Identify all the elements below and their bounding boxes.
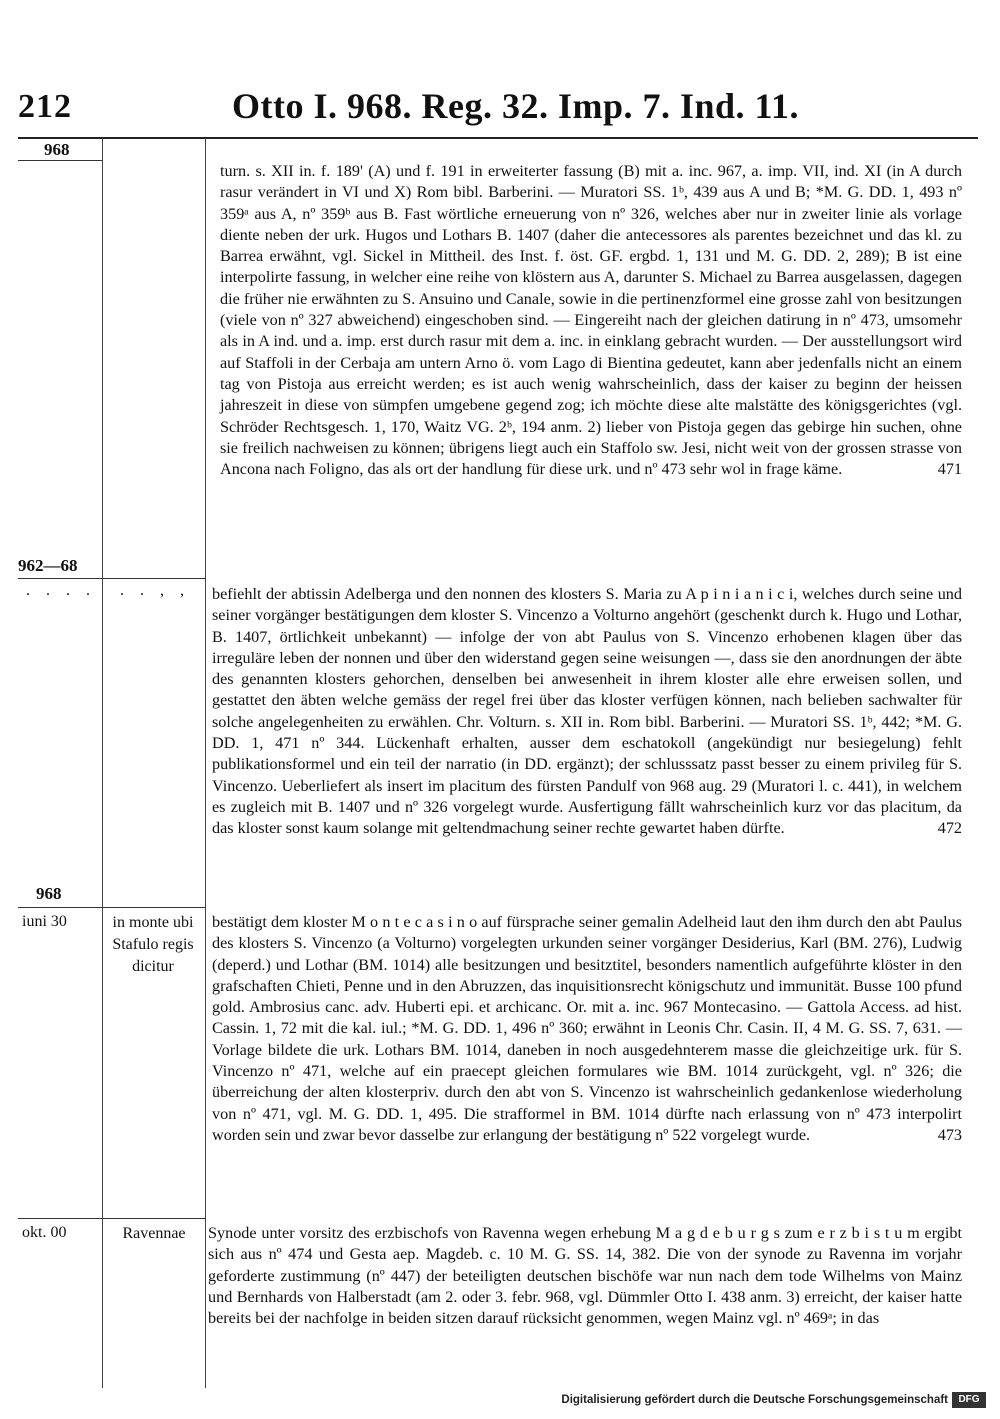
entry-text: bestätigt dem kloster M o n t e c a s i n o auf fürsprache seiner gemalin Adelheid laut den ihm durch den abt Paulus des klosters S. Vincenzo (a Volturno) vorgelegten urkunden seiner vorgänger Desiderius, Karl (BM. 276), Ludwig (deperd.) und Lothar (BM. 1014) alle besitzungen und besitztitel, besonders namentlich aufgeführte klöster in den grafschaften Chieti, Penne und in den Abruzzen, das inquisitionsrecht königschutz und immunität. Busse 100 pfund gold. Ambrosius canc. adv. Huberti epi. et archicanc. Or. mit a. inc. 967 Montecasino. — Gattola Access. ad hist. Cassin. 1, 72 mit die kal. iul.; *M. G. DD. 1, 496 nº 360; erwähnt in Leonis Chr. Casin. II, 4 M. G. SS. 7, 631. — Vorlage bildete die urk. Lothars BM. 1014, daneben in noch ausgedehnterem masse die gleichzeitige urk. für S. Vincenzo nº 471, welche auf ein praecept gleichen formulares wie BM. 1014 zurückgeht, vgl. nº 326; die überreichung der alten klosterpriv. durch den abt von S. Vincenzo ist wahrscheinlich gedankenlose wiederholung von nº 471, vgl. M. G. DD. 1, 495. Die strafformel in BM. 1014 dürfte nach erlassung von nº 473 interpolirt worden sein und zwar bevor dasselbe zur erlangung der bestätigung nº 522 vorgelegt wurde. — [212, 913, 962, 1144]
entry-date: iuni 30 — [22, 913, 67, 930]
running-head: Otto I. 968. Reg. 32. Imp. 7. Ind. 11. — [232, 86, 800, 126]
column-line-right — [205, 138, 206, 1388]
margin-dots: . . , , — [120, 582, 190, 599]
footer-credit: Digitalisierung gefördert durch die Deutsche Forschungsgemeinschaft — [561, 1394, 948, 1406]
dfg-logo: DFG — [952, 1392, 986, 1408]
row-rule — [18, 578, 206, 579]
entry-number: 472 — [937, 819, 962, 838]
margin-year-range: 962—68 — [18, 556, 78, 575]
regest-entry-472 — [212, 584, 962, 840]
row-rule — [18, 160, 102, 161]
regest-entry-synod — [208, 1223, 962, 1329]
entry-date: okt. 00 — [22, 1224, 67, 1241]
margin-dots: . . . . — [26, 582, 96, 599]
row-rule — [18, 907, 206, 908]
page-number: 212 — [18, 88, 72, 125]
header-rule — [18, 137, 978, 139]
column-line-left — [102, 138, 103, 1388]
row-rule — [18, 1218, 206, 1219]
entry-text: turn. s. XII in. f. 189' (A) und f. 191 in erweiterter fassung (B) mit a. inc. 967, a. imp. VII, ind. XI (in A durch rasur verändert in VI und X) Rom bibl. Barberini. — Muratori SS. 1ᵇ, 439 aus A und B; *M. G. DD. 1, 493 nº 359ᵃ aus A, nº 359ᵇ aus B. Fast wörtliche erneuerung von nº 326, welches aber nur in zweiter linie als vorlage diente neben der urk. Hugos und Lothars B. 1407 (daher die antecessores als parentes bezeichnet und das kl. zu Barrea erwähnt, vgl. Sickel in Mittheil. des Inst. f. öst. GF. ergbd. 1, 131 und M. G. DD. 2, 289); B ist eine interpolirte fassung, in welcher eine reihe von klöstern aus A, darunter S. Michael zu Barrea ausgelassen, dagegen die früher nie erwähnten zu S. Ansuino und Canale, sowie in die pertinenzformel eine grosse zahl von besitzungen (viele von nº 327 abweichend) eingeschoben sind. — Eingereiht nach der gleichen datirung in nº 473, umsomehr als in A ind. und a. imp. erst durch rasur mit dem a. inc. in einklang gebracht wurden. — Der ausstellungsort wird auf Staffoli in der Cerbaja am untern Arno ö. vom Lago di Bientina gedeutet, kann aber jedenfalls nicht an einem tag von Pistoja aus erreicht werden; es ist auch wenig wahrscheinlich, dass der kaiser zu beginn der heissen jahreszeit in diese von sümpfen umgebene gegend zog; ich möchte diese alte malstätte des königsgerichtes (vgl. Schröder Rechtsgesch. 1, 170, Waitz VG. 2ᵇ, 194 anm. 2) lieber von Pistoja gegen das gebirge hin suchen, ohne sie freilich nachweisen zu können; übrigens liegt auch ein Staffolo sw. Jesi, nicht weit von der grossen strasse von Ancona nach Foligno, das als ort der handlung für diese urk. und nº 473 sehr wol in frage käme. — [220, 162, 962, 479]
margin-year: 968 — [36, 884, 62, 903]
entry-text: Synode unter vorsitz des erzbischofs von Ravenna wegen erhebung M a g d e b u r g s zum e r z b i s t u m ergibt sich aus nº 474 und Gesta aep. Magdeb. c. 10 M. G. SS. 14, 382. Die von der synode zu Ravenna im vorjahr geforderte zustimmung (nº 447) der beteiligten deutschen bischöfe war nun nach dem tode Wilhelms von Mainz und Bernhards von Halberstadt (am 2. oder 3. febr. 968, vgl. Dümmler Otto I. 438 anm. 3) erreicht, der kaiser hatte bereits bei der nachfolge in beiden sitzen darauf rücksicht genommen, wegen Mainz vgl. nº 469ᵃ; in das — [208, 1224, 962, 1328]
regest-entry-473 — [212, 912, 962, 1146]
entry-place: Ravennae — [122, 1225, 186, 1242]
entry-place: in monte ubi Stafulo regis dicitur — [112, 914, 194, 975]
entry-number: 471 — [937, 460, 962, 479]
entry-number: 473 — [937, 1125, 962, 1144]
entry-text: befiehlt der abtissin Adelberga und den nonnen des klosters S. Maria zu A p i n i a n i c i, welches durch seine und seiner vorgänger bestätigungen dem kloster S. Vincenzo a Volturno angehört (geschenkt durch k. Hugo und Lothar, B. 1407, örtlichkeit unbekannt) — infolge der von abt Paulus von S. Vincenzo erhobenen klagen über das irreguläre leben der nonnen und über den widerstand gegen seine weisungen —, dass sie den anordnungen der äbte des genannten klosters gehorchen, denselben bei anwesenheit in ihrem kloster alle ehre erweisen sollen, und gestattet den äbten welche gemäss der regel frei über das kloster verfügen können, nach belieben sachwalter für solche angelegenheiten zu erwählen. Chr. Volturn. s. XII in. Rom bibl. Barberini. — Muratori SS. 1ᵇ, 442; *M. G. DD. 1, 471 nº 344. Lückenhaft erhalten, ausser dem eschatokoll (angekündigt nur besiegelung) fehlt publikationsformel und ein teil der narratio (in DD. ergänzt); der schlusssatz passt besser zu einem privileg für S. Vincenzo. Ueberliefert als insert im placitum des fürsten Pandulf von 968 aug. 29 (Muratori l. c. 441), in welchem es zugleich mit B. 1407 und nº 326 vorgelegt wurde. Ausfertigung fällt wahrscheinlich kurz vor das placitum, da das kloster sonst kaum solange mit geltendmachung seiner rechte gewartet haben dürfte. — [212, 585, 962, 838]
margin-year: 968 — [44, 140, 70, 159]
regest-entry-471 — [220, 161, 962, 480]
